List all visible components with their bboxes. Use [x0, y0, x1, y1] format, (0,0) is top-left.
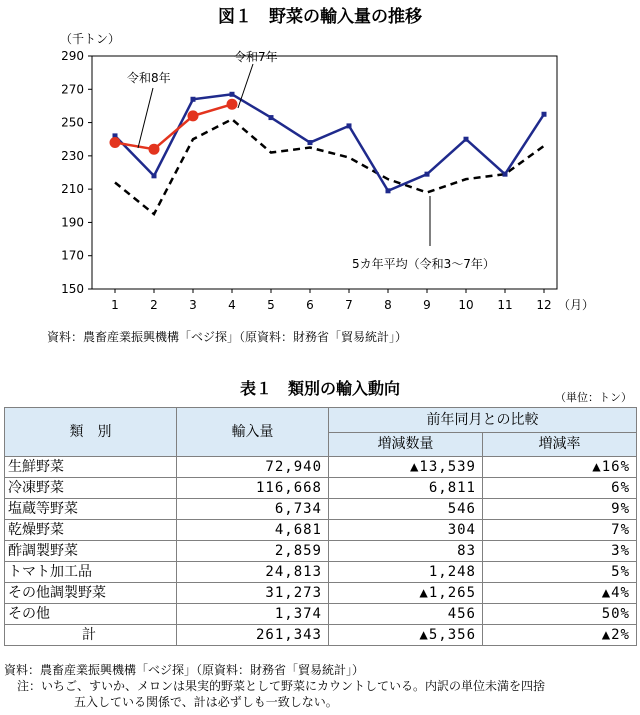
x-tick-label: 7: [345, 298, 353, 312]
series-point-r8: [149, 144, 160, 155]
row-volume: 2,859: [177, 541, 329, 562]
table-notes: [4, 662, 640, 710]
y-tick-label: 230: [61, 148, 84, 163]
y-tick-label: 170: [61, 248, 84, 263]
x-tick-label: 9: [423, 298, 431, 312]
row-name: その他調製野菜: [5, 583, 177, 604]
row-volume: 6,734: [177, 499, 329, 520]
header-volume: 輸入量: [177, 408, 329, 457]
row-name: 計: [5, 625, 177, 646]
table-source-note: 資料：農畜産業振興機構「ベジ探」（原資料：財務省「貿易統計」）: [4, 663, 365, 677]
series-point-r7: [542, 112, 547, 117]
table-row: [5, 604, 637, 625]
header-category: 類 別: [5, 408, 177, 457]
row-name: トマト加工品: [5, 562, 177, 583]
table-row: [5, 583, 637, 604]
table-row: [5, 457, 637, 478]
x-axis-unit: （月）: [558, 298, 595, 312]
series-point-r7: [269, 115, 274, 120]
legend-label-r8: 令和8年: [127, 71, 171, 85]
row-rate: ▲16%: [483, 457, 637, 478]
legend-label-avg: 5カ年平均（令和3～7年）: [352, 257, 495, 271]
row-rate: 50%: [483, 604, 637, 625]
row-change: 83: [329, 541, 483, 562]
plot-frame: [92, 56, 557, 289]
series-point-r7: [152, 173, 157, 178]
row-change: ▲5,356: [329, 625, 483, 646]
line-chart: [0, 0, 640, 330]
y-tick-label: 190: [61, 215, 84, 230]
row-volume: 1,374: [177, 604, 329, 625]
chart-title: 図１ 野菜の輸入量の推移: [218, 7, 422, 27]
row-volume: 4,681: [177, 520, 329, 541]
row-name: 酢調製野菜: [5, 541, 177, 562]
series-point-r8: [227, 99, 238, 110]
header-comparison: 前年同月との比較: [329, 408, 637, 433]
header-change: 増減数量: [329, 432, 483, 457]
row-name: 塩蔵等野菜: [5, 499, 177, 520]
table-row: [5, 499, 637, 520]
chart-axes: [61, 49, 557, 312]
y-tick-label: 270: [61, 82, 84, 97]
y-tick-label: 250: [61, 115, 84, 130]
row-change: 304: [329, 520, 483, 541]
row-rate: 7%: [483, 520, 637, 541]
series-point-r8: [110, 137, 121, 148]
x-tick-label: 4: [228, 298, 236, 312]
series-point-r7: [503, 172, 508, 177]
x-tick-label: 3: [189, 298, 197, 312]
row-rate: ▲2%: [483, 625, 637, 646]
series-point-r7: [308, 140, 313, 145]
row-change: 456: [329, 604, 483, 625]
row-volume: 116,668: [177, 478, 329, 499]
row-change: ▲13,539: [329, 457, 483, 478]
legend-label-r7: 令和7年: [234, 50, 278, 64]
table-note-line2: 五入している関係で、計は必ずしも一致しない。: [74, 695, 338, 709]
table-row: [5, 520, 637, 541]
y-tick-label: 290: [61, 49, 84, 63]
x-tick-label: 5: [267, 298, 275, 312]
y-axis-unit: （千トン）: [60, 32, 121, 46]
row-change: ▲1,265: [329, 583, 483, 604]
chart-source-note: 資料：農畜産業振興機構「ベジ探」（原資料：財務省「貿易統計」）: [47, 330, 408, 344]
import-table: [4, 407, 637, 646]
series-point-r7: [425, 172, 430, 177]
x-tick-label: 11: [497, 298, 513, 312]
series-point-r8: [188, 110, 199, 121]
x-tick-label: 6: [306, 298, 314, 312]
chart-series: [110, 92, 547, 214]
annotation-line-r8: [138, 88, 153, 148]
row-name: 生鮮野菜: [5, 457, 177, 478]
row-volume: 72,940: [177, 457, 329, 478]
row-name: その他: [5, 604, 177, 625]
x-tick-label: 10: [458, 298, 474, 312]
series-line-1: [115, 104, 232, 149]
row-rate: 3%: [483, 541, 637, 562]
row-volume: 31,273: [177, 583, 329, 604]
table-title: 表１ 類別の輸入動向: [239, 379, 400, 398]
series-point-r7: [191, 97, 196, 102]
row-volume: 261,343: [177, 625, 329, 646]
table-note-line1: 注：いちご、すいか、メロンは果実的野菜として野菜にカウントしている。内訳の単位未満を四捨: [17, 679, 546, 693]
table-row: [5, 562, 637, 583]
x-tick-label: 8: [384, 298, 392, 312]
row-change: 1,248: [329, 562, 483, 583]
row-name: 乾燥野菜: [5, 520, 177, 541]
series-point-r7: [230, 92, 235, 97]
row-rate: ▲4%: [483, 583, 637, 604]
row-volume: 24,813: [177, 562, 329, 583]
table-row: [5, 541, 637, 562]
row-name: 冷凍野菜: [5, 478, 177, 499]
series-point-r7: [347, 123, 352, 128]
row-rate: 6%: [483, 478, 637, 499]
row-rate: 5%: [483, 562, 637, 583]
row-rate: 9%: [483, 499, 637, 520]
table-unit: （単位：トン）: [555, 391, 632, 404]
y-tick-label: 210: [61, 182, 84, 197]
x-tick-label: 12: [536, 298, 552, 312]
row-change: 6,811: [329, 478, 483, 499]
series-point-r7: [464, 137, 469, 142]
y-tick-label: 150: [61, 282, 84, 296]
table-row: [5, 478, 637, 499]
row-change: 546: [329, 499, 483, 520]
x-tick-label: 2: [150, 298, 158, 312]
x-tick-label: 1: [111, 298, 119, 312]
series-point-r7: [386, 188, 391, 193]
table-total-row: [5, 625, 637, 646]
header-rate: 増減率: [483, 432, 637, 457]
